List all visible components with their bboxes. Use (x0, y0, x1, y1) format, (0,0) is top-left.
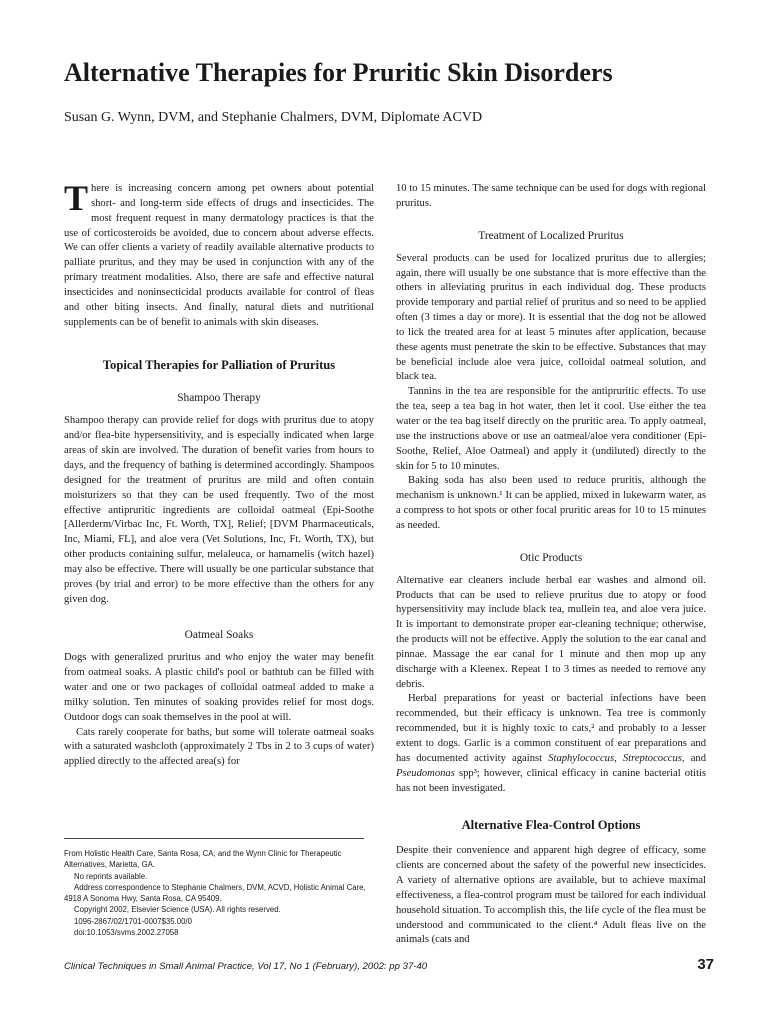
footnote-affiliation: From Holistic Health Care, Santa Rosa, CA; and the Wynn Clinic for Therapeutic Alternatives, Marietta, GA. (64, 849, 342, 870)
article-title: Alternative Therapies for Pruritic Skin Disorders (64, 58, 613, 87)
footnote-copyright: Copyright 2002, Elsevier Science (USA). All rights reserved. (74, 905, 281, 915)
oatmeal-paragraph-1: Dogs with generalized pruritus and who enjoy the water may benefit from oatmeal soaks. A plastic child's pool or bathtub can be filled with water and one or two packages of colloidal oatmeal added to make a milky solution. Ten minutes of soaking provides relief for most dogs. Outdoor dogs can soak themselves in the pool at will. (64, 652, 374, 723)
right-column (396, 182, 706, 948)
section-heading-topical: Topical Therapies for Palliation of Pruritus (102, 358, 336, 373)
footnote-issn: 1096-2867/02/1701-0007$35.00/0 (74, 916, 192, 926)
localized-paragraph-1: Several products can be used for localized pruritus due to allergies; again, there will usually be one substance that is more effective than the others in alleviating pruritus in each individual dog. These products provide temporary and partial relief of pruritus and so need to be applied often (3 times a day or more). It is essential that the dog not be allowed to lick the treated area for at least 5 minutes after application, because these agents must penetrate the skin to be effective. Substances that may be beneficial include aloe vera juice, colloidal oatmeal solution, and black tea. (396, 252, 706, 383)
page-number: 37 (697, 956, 714, 973)
species-pseudomonas: Pseudomonas (396, 767, 455, 779)
species-streptococcus: Streptococcus (622, 752, 682, 764)
localized-paragraph-3: Baking soda has also been used to reduce pruritis, although the mechanism is unknown.¹ It can be applied, mixed in lukewarm water, as a compress to hot spots or other focal pruritic areas for 10 to 15 minutes as needed. (396, 475, 706, 531)
footnote-divider (64, 838, 364, 839)
localized-paragraph-2: Tannins in the tea are responsible for the antipruritic effects. To use the tea, seep a tea bag in hot water, then let it cool. Use either the tea water or the tea bag itself directly on the pruritic area. To apply oatmeal, use the instructions above or use an oatmeal/aloe vera conditioner (Epi-Soothe, Relief, Aloe Oatmeal) and apply it (undiluted) directly to the skin for 5 to 10 minutes. (396, 386, 706, 472)
shampoo-paragraph: Shampoo therapy can provide relief for dogs with pruritus due to atopy and/or flea-bite hypersensitivity, and is especially indicated when large areas of skin are involved. The duration of benefit varies from hours to days, and the frequency of bathing is determined accordingly. Shampoos designed for the treatment of pruritus are mild and often contain moisturizers so that they can be used frequently. Two of the most effective antipruritic ingredients are colloidal oatmeal (Epi-Soothe [Allerderm/Virbac Inc, Ft. Worth, TX], Relief; [DVM Pharmaceuticals, Inc, Miami, FL], and aloe vera (Vet Solutions, Inc, Ft. Worth, TX), but other products containing sulfur, melaleuca, or hamamelis (witch hazel) may also be effective. There will usually be one particular substance that proves (by trial and error) to be more effective than the others for any given dog. (64, 415, 374, 605)
subheading-shampoo: Shampoo Therapy (177, 392, 261, 405)
drop-cap: T (64, 178, 89, 218)
intro-paragraph (64, 178, 374, 330)
footnote-reprints: No reprints available. (74, 871, 148, 881)
flea-paragraph: Despite their convenience and apparent high degree of efficacy, some clients are concerned about the safety of the powerful new insecticides. A variety of alternative options are available, but to achieve maximal effectiveness, a flea-control program must be tailored for each individual household situation. To accomplish this, the life cycle of the flea must be understood and communicated to the client.⁴ Adult fleas live on the animals (cats and (396, 845, 706, 946)
subheading-otic: Otic Products (519, 551, 583, 564)
otic-comma: , (614, 752, 623, 764)
footnote-correspondence: Address correspondence to Stephanie Chalmers, DVM, ACVD, Holistic Animal Care, 4918 A Sonoma Hwy, Santa Rosa, CA 95409. (64, 882, 366, 904)
page-footer (64, 958, 714, 978)
otic-text-part2: spp³; however, clinical efficacy in canine bacterial otitis has not been investigated. (396, 767, 706, 794)
continuation-paragraph: 10 to 15 minutes. The same technique can be used for dogs with regional pruritus. (396, 183, 706, 209)
article-authors: Susan G. Wynn, DVM, and Stephanie Chalmers, DVM, Diplomate ACVD (64, 110, 483, 125)
otic-text-part1: Herbal preparations for yeast or bacterial infections have been recommended, but their efficacy is unknown. Tea tree is commonly recommended, but it is highly toxic to cats,² and probably to a lesser extent to dogs. Garlic is a common constituent of ear preparations and has documented activity against (396, 693, 706, 764)
intro-text: here is increasing concern among pet owners about potential short- and long-term side effects of drugs and insecticides. The most frequent request in many dermatology practices is that the use of corticosteroids be avoided, due to concern about adverse effects. We can offer clients a variety of readily available alternative products to palliate pruritus, and they may be used in conjunction with any of the primary treatment modalities. Also, there are safe and effective natural insecticides and noninsecticidal products available for control of fleas and other biting insects. And finally, natural diets and nutritional supplements can be of benefit to animals with skin diseases. (64, 183, 374, 328)
journal-citation: Clinical Techniques in Small Animal Practice, Vol 17, No 1 (February), 2002: pp 37-40 (64, 961, 428, 972)
subheading-localized: Treatment of Localized Pruritus (478, 229, 624, 242)
left-column (64, 178, 374, 770)
footnote-block (64, 848, 374, 938)
otic-paragraph-1: Alternative ear cleaners include herbal ear washes and almond oil. Products that can be used to relieve pruritus due to atopy or food hypersensitivity may include black tea, mullein tea, and aloe vera juice. It is important to demonstrate proper ear-cleaning technique; otherwise, the products will not be effective. Apply the solution to the ear canal and pinnae. Massage the ear canal for 1 minute and then mop up any discharge with a Kleenex. Repeat 1 to 3 times as needed to remove any debris. (396, 574, 706, 690)
species-staphylococcus: Staphylococcus (548, 752, 615, 764)
otic-and: , and (681, 752, 706, 764)
section-heading-flea: Alternative Flea-Control Options (461, 818, 641, 833)
subheading-oatmeal: Oatmeal Soaks (184, 629, 254, 642)
footnote-doi: doi:10.1053/svms.2002.27058 (74, 928, 179, 938)
otic-paragraph-2 (396, 692, 706, 796)
oatmeal-paragraph-2: Cats rarely cooperate for baths, but some will tolerate oatmeal soaks with a saturated washcloth (approximately 2 Tbs in 2 to 3 cups of water) applied directly to the affected area(s) for (64, 726, 374, 768)
